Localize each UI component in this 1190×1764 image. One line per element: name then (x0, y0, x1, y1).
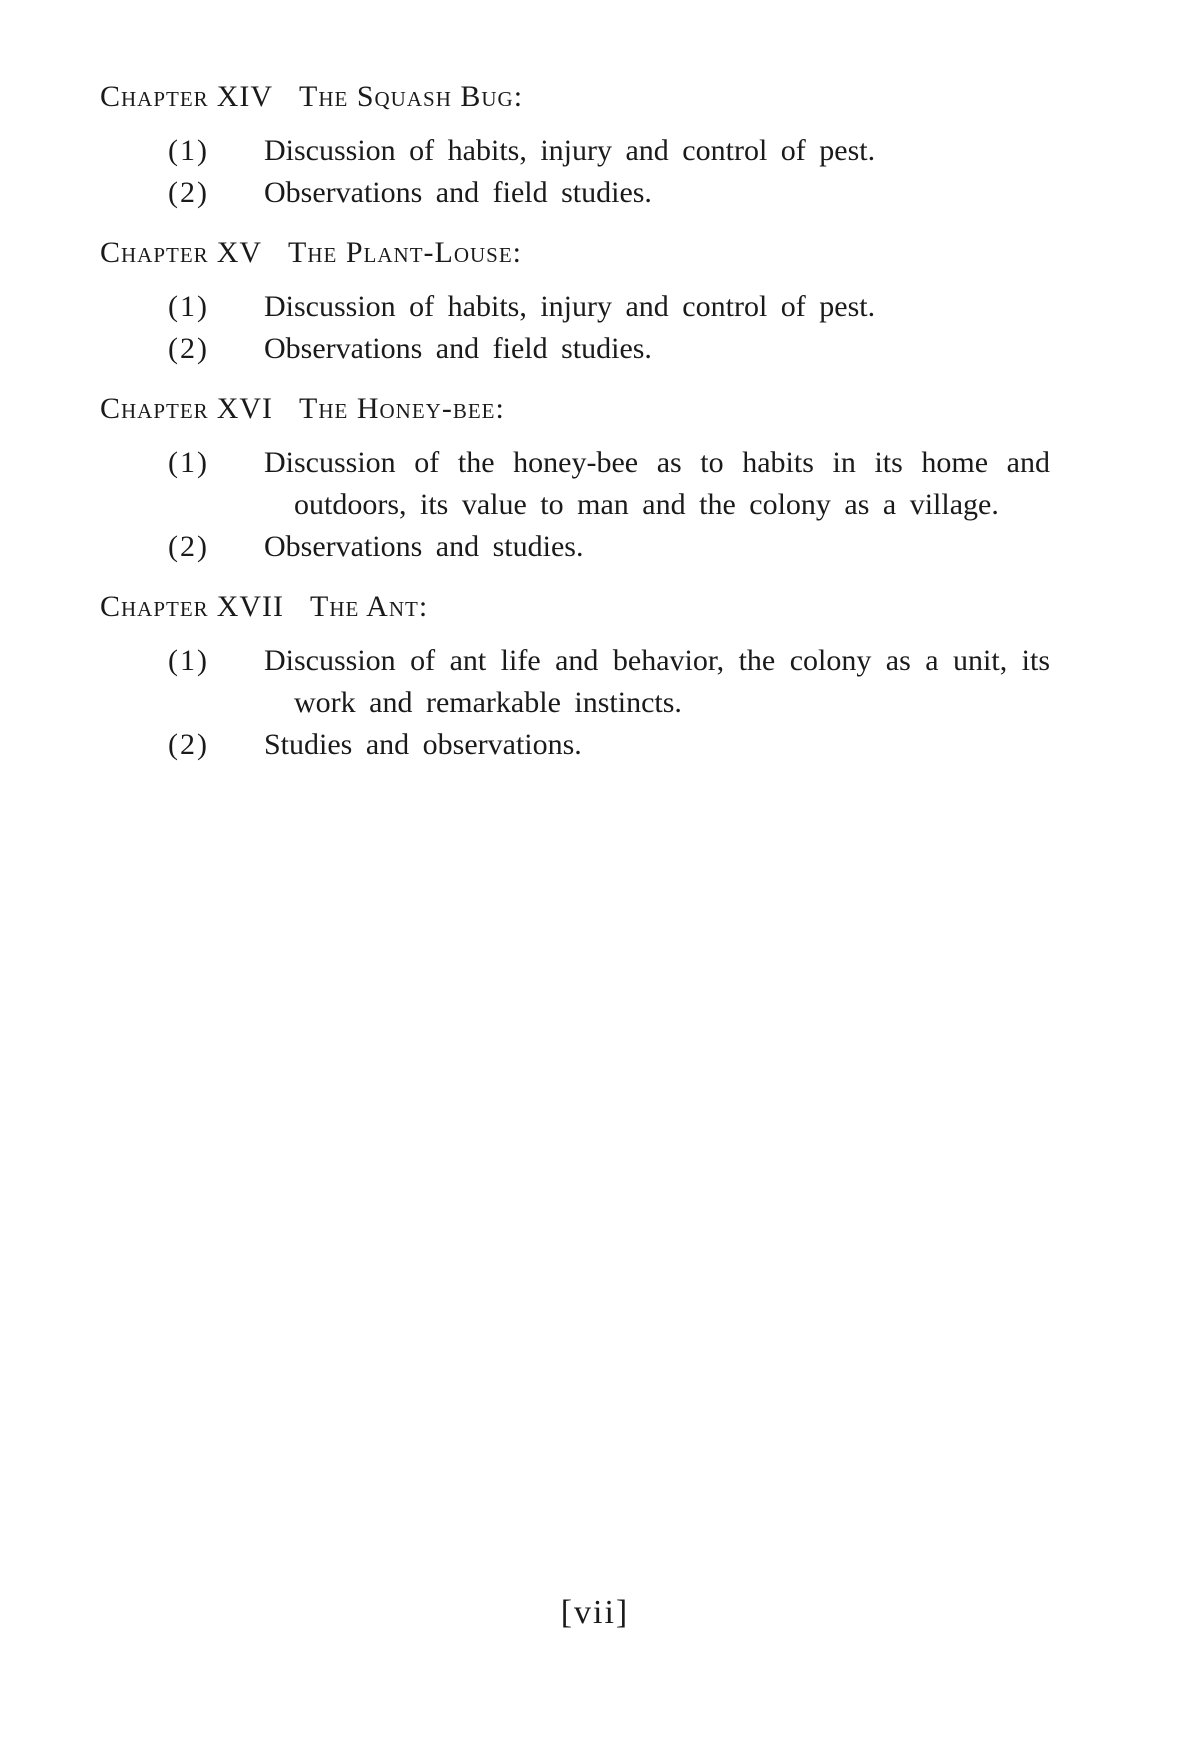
item-marker: (1) (168, 134, 209, 167)
item-text: Discussion of ant life and behavior, the colony as a unit, its work and remarkable instincts. (264, 644, 1050, 719)
chapter-number: XIV (216, 80, 274, 113)
item-text: Observations and field studies. (264, 176, 652, 209)
item-marker: (2) (168, 728, 209, 761)
chapter-label: Chapter (100, 590, 209, 623)
chapter-section (100, 76, 1050, 214)
list-item (100, 640, 1050, 724)
item-marker: (2) (168, 530, 209, 563)
page-number: [vii] (560, 1594, 630, 1631)
chapter-label: Chapter (100, 80, 209, 113)
list-item (100, 442, 1050, 526)
item-text: Observations and field studies. (264, 332, 652, 365)
chapter-items (100, 442, 1050, 568)
item-marker: (1) (168, 644, 209, 677)
chapter-items (100, 130, 1050, 214)
chapter-title: The Ant: (310, 590, 429, 623)
item-marker: (1) (168, 446, 209, 479)
list-item (100, 286, 1050, 328)
chapter-section (100, 232, 1050, 370)
chapter-heading (100, 76, 1050, 118)
item-text: Discussion of the honey-bee as to habits in its home and outdoors, its value to man and the colony as a village. (264, 446, 1050, 521)
chapter-section (100, 388, 1050, 568)
item-text: Studies and observations. (264, 728, 582, 761)
item-marker: (2) (168, 332, 209, 365)
list-item (100, 172, 1050, 214)
chapter-list (100, 76, 1050, 784)
chapter-label: Chapter (100, 392, 209, 425)
chapter-number: XVI (216, 392, 274, 425)
chapter-number: XV (216, 236, 263, 269)
chapter-items (100, 286, 1050, 370)
item-text: Discussion of habits, injury and control of pest. (264, 290, 876, 323)
item-text: Discussion of habits, injury and control of pest. (264, 134, 876, 167)
chapter-heading (100, 586, 1050, 628)
chapter-title: The Honey-bee: (299, 392, 505, 425)
item-text: Observations and studies. (264, 530, 584, 563)
chapter-heading (100, 232, 1050, 274)
chapter-heading (100, 388, 1050, 430)
chapter-title: The Squash Bug: (299, 80, 524, 113)
item-marker: (2) (168, 176, 209, 209)
list-item (100, 328, 1050, 370)
chapter-items (100, 640, 1050, 766)
item-marker: (1) (168, 290, 209, 323)
chapter-title: The Plant-Louse: (288, 236, 523, 269)
chapter-number: XVII (216, 590, 284, 623)
chapter-label: Chapter (100, 236, 209, 269)
list-item (100, 130, 1050, 172)
list-item (100, 724, 1050, 766)
list-item (100, 526, 1050, 568)
chapter-section (100, 586, 1050, 766)
